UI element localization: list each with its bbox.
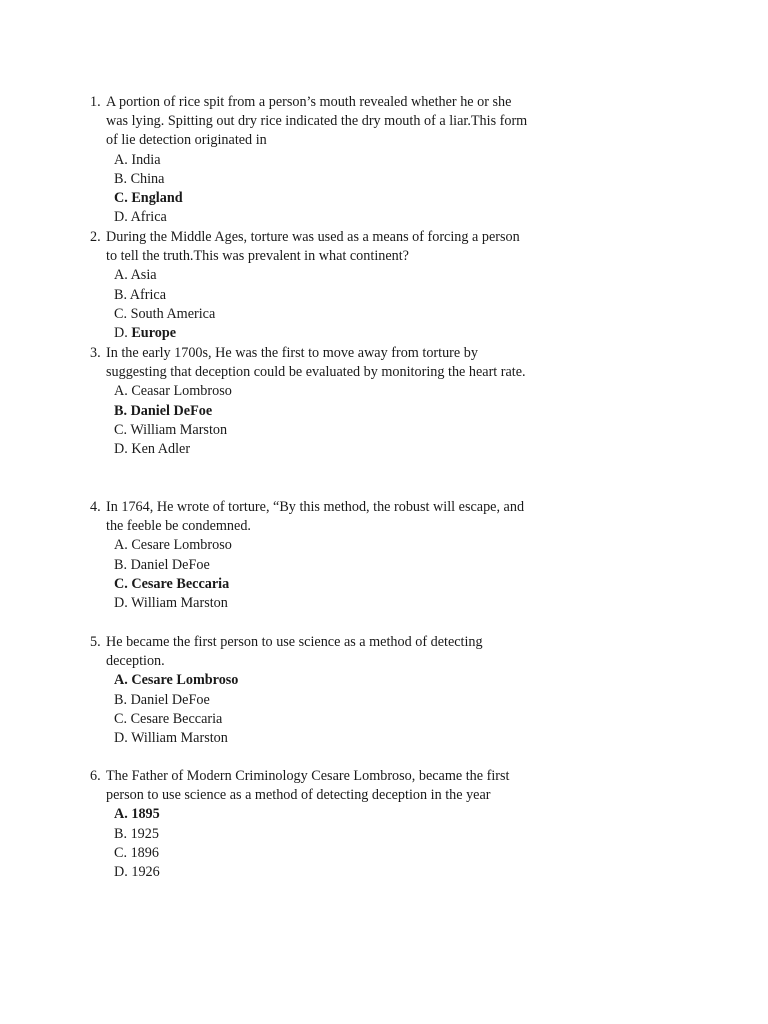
option-text: William Marston bbox=[131, 730, 228, 747]
option-letter: D. bbox=[114, 209, 128, 226]
option-b bbox=[114, 170, 530, 189]
option-text: Africa bbox=[129, 286, 167, 303]
option-text: Cesare Lombroso bbox=[131, 537, 232, 554]
option-b-correct bbox=[114, 402, 530, 421]
option-text: China bbox=[130, 170, 165, 187]
option-text: Asia bbox=[130, 267, 157, 284]
question-6 bbox=[90, 767, 530, 882]
option-text: Daniel DeFoe bbox=[130, 691, 210, 708]
question-3 bbox=[90, 344, 530, 459]
option-letter: D. bbox=[114, 441, 128, 458]
option-c bbox=[114, 305, 530, 324]
answer-options bbox=[90, 805, 530, 882]
question-text: He became the first person to use science as a method of detecting deception. bbox=[106, 634, 483, 670]
option-a bbox=[114, 382, 530, 401]
option-text: William Marston bbox=[131, 595, 228, 612]
question-stem bbox=[90, 498, 530, 536]
option-text: Cesare Beccaria bbox=[130, 710, 223, 727]
option-letter: B. bbox=[114, 825, 128, 842]
option-letter: A. bbox=[114, 537, 128, 554]
option-b bbox=[114, 556, 530, 575]
question-4 bbox=[90, 498, 530, 613]
option-letter: A. bbox=[114, 672, 128, 689]
question-stem bbox=[90, 633, 530, 671]
option-c-correct bbox=[114, 575, 530, 594]
answer-options bbox=[90, 671, 530, 748]
option-letter: D. bbox=[114, 730, 128, 747]
option-d bbox=[114, 440, 530, 459]
option-c bbox=[114, 421, 530, 440]
option-c bbox=[114, 844, 530, 863]
option-text: England bbox=[131, 190, 183, 207]
option-a-correct bbox=[114, 805, 530, 824]
option-letter: C. bbox=[114, 305, 128, 322]
option-letter: A. bbox=[114, 151, 128, 168]
question-stem bbox=[90, 767, 530, 805]
option-letter: C. bbox=[114, 710, 128, 727]
option-letter: A. bbox=[114, 383, 128, 400]
option-letter: D. bbox=[114, 864, 128, 881]
option-d-correct bbox=[114, 324, 530, 343]
option-text: India bbox=[131, 151, 161, 168]
option-a-correct bbox=[114, 671, 530, 690]
question-number: 4. bbox=[90, 499, 101, 515]
question-text: In the early 1700s, He was the first to move away from torture by suggesting that deception could be evaluated by monitoring the heart rate. bbox=[106, 345, 526, 381]
option-letter: B. bbox=[114, 170, 128, 187]
option-letter: D. bbox=[114, 595, 128, 612]
option-text: 1926 bbox=[131, 864, 160, 881]
option-a bbox=[114, 151, 530, 170]
option-a bbox=[114, 536, 530, 555]
option-c bbox=[114, 710, 530, 729]
option-text: Ken Adler bbox=[131, 441, 191, 458]
option-b bbox=[114, 691, 530, 710]
option-text: William Marston bbox=[130, 421, 228, 438]
option-letter: B. bbox=[114, 286, 128, 303]
question-1 bbox=[90, 93, 530, 227]
question-number: 3. bbox=[90, 345, 101, 361]
question-stem bbox=[90, 228, 530, 266]
question-number: 6. bbox=[90, 768, 101, 784]
question-text: In 1764, He wrote of torture, “By this method, the robust will escape, and the feeble be condemned. bbox=[106, 499, 525, 535]
option-text: 1925 bbox=[130, 825, 159, 842]
question-text: The Father of Modern Criminology Cesare Lombroso, became the first person to use science as a method of detecting deception in the year bbox=[106, 768, 510, 804]
answer-options bbox=[90, 266, 530, 343]
answer-options bbox=[90, 536, 530, 613]
option-text: Cesare Beccaria bbox=[131, 575, 230, 592]
option-text: Africa bbox=[130, 209, 167, 226]
question-stem bbox=[90, 93, 530, 151]
option-text: 1895 bbox=[131, 806, 160, 823]
option-a bbox=[114, 266, 530, 285]
option-letter: C. bbox=[114, 190, 128, 207]
question-number: 5. bbox=[90, 634, 101, 650]
question-5 bbox=[90, 633, 530, 748]
option-d bbox=[114, 594, 530, 613]
option-text: Europe bbox=[131, 325, 177, 342]
question-text: A portion of rice spit from a person’s mouth revealed whether he or she was lying. Spitting out dry rice indicated the dry mouth of a liar.This form of lie detection originated in bbox=[106, 94, 528, 149]
option-letter: C. bbox=[114, 575, 128, 592]
option-text: Daniel DeFoe bbox=[130, 556, 210, 573]
option-letter: B. bbox=[114, 402, 128, 419]
option-letter: D. bbox=[114, 325, 128, 342]
question-2 bbox=[90, 228, 530, 343]
option-text: Cesare Lombroso bbox=[131, 672, 239, 689]
option-letter: B. bbox=[114, 556, 128, 573]
option-letter: A. bbox=[114, 806, 128, 823]
option-text: 1896 bbox=[130, 844, 159, 861]
question-text: During the Middle Ages, torture was used as a means of forcing a person to tell the truth.This was prevalent in what continent? bbox=[106, 229, 520, 265]
option-text: Daniel DeFoe bbox=[130, 402, 213, 419]
option-text: South America bbox=[130, 305, 216, 322]
answer-options bbox=[90, 151, 530, 228]
option-letter: B. bbox=[114, 691, 128, 708]
option-b bbox=[114, 825, 530, 844]
question-stem bbox=[90, 344, 530, 382]
answer-options bbox=[90, 382, 530, 459]
option-letter: A. bbox=[114, 267, 128, 284]
option-letter: C. bbox=[114, 844, 128, 861]
question-number: 2. bbox=[90, 229, 101, 245]
option-letter: C. bbox=[114, 421, 128, 438]
option-text: Ceasar Lombroso bbox=[131, 383, 232, 400]
option-d bbox=[114, 863, 530, 882]
option-c-correct bbox=[114, 189, 530, 208]
option-d bbox=[114, 208, 530, 227]
option-b bbox=[114, 286, 530, 305]
question-number: 1. bbox=[90, 94, 101, 110]
option-d bbox=[114, 729, 530, 748]
